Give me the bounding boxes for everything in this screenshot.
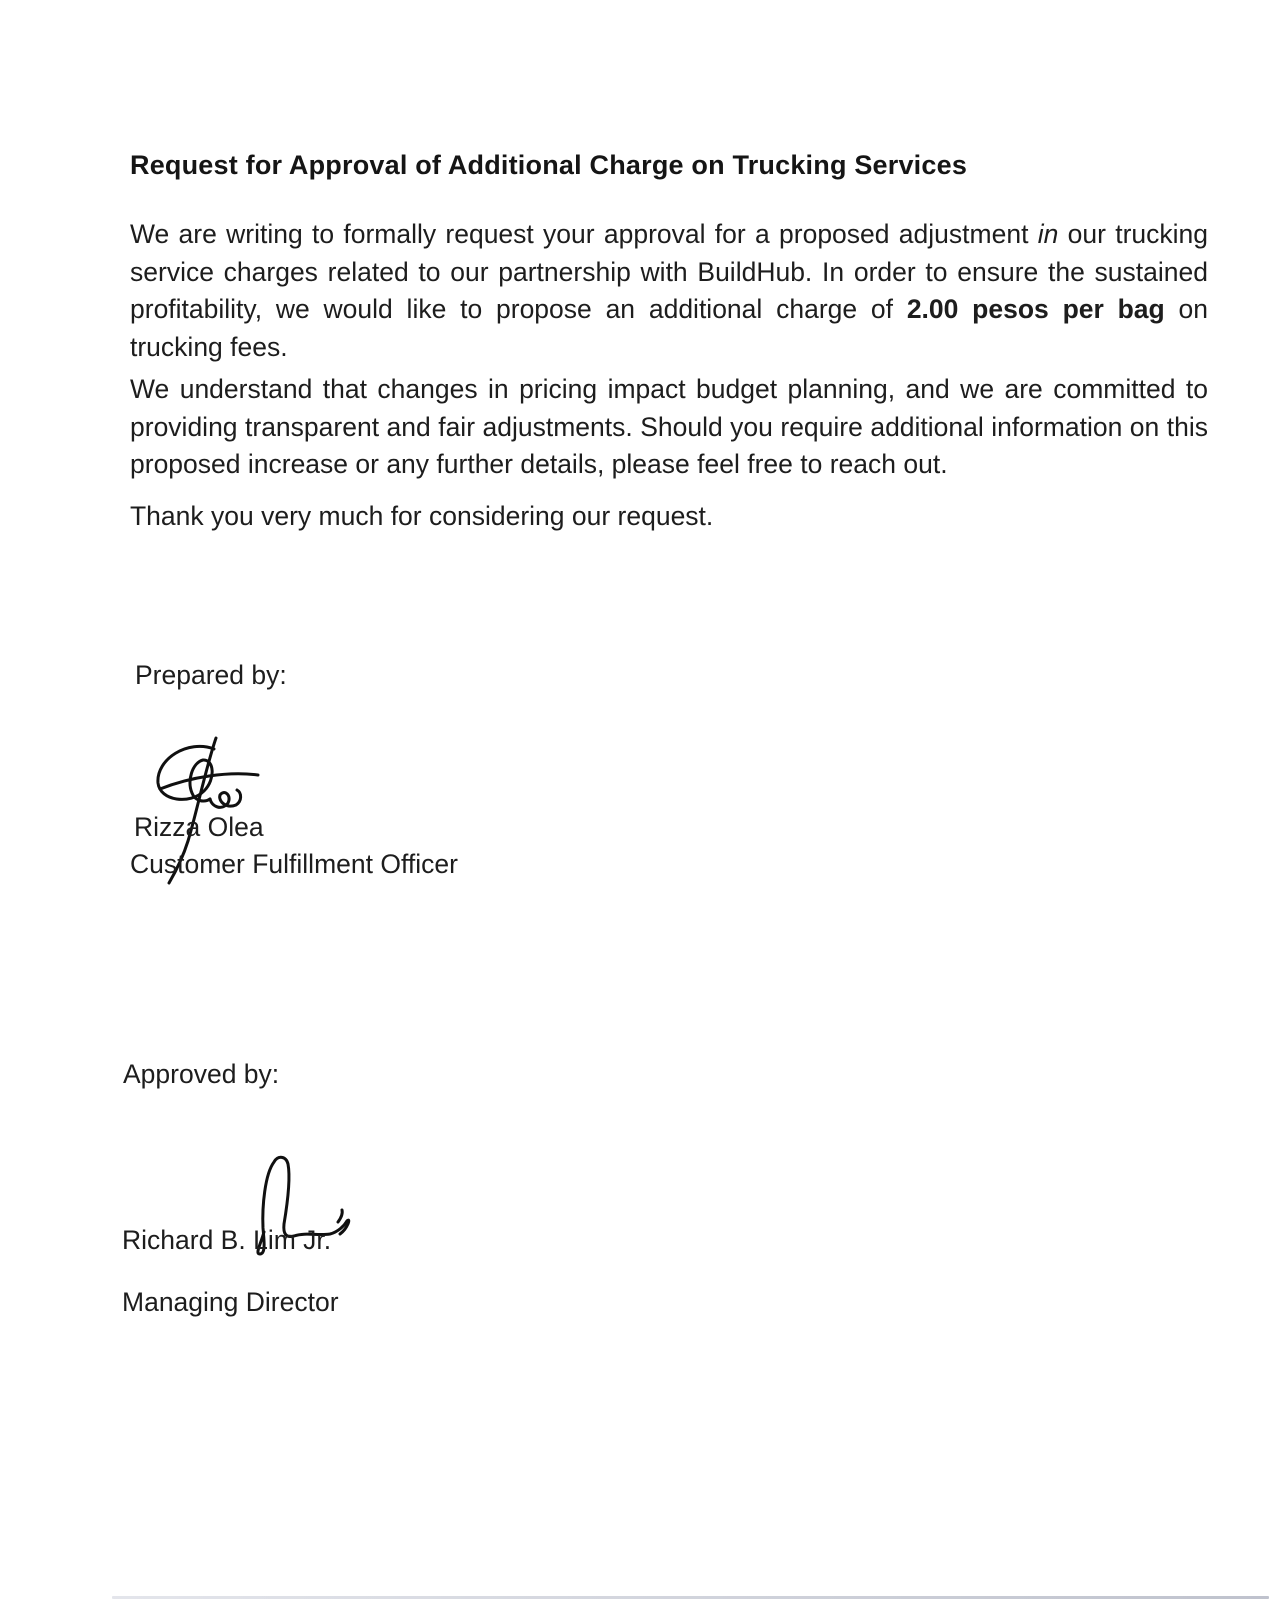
approved-by-label: Approved by:	[123, 1059, 280, 1089]
prepared-by-name: Rizza Olea	[134, 812, 264, 842]
paragraph-request-text: our trucking service charges related to our partnership with BuildHub. In order to ensure the sustained profitability, we would like to propose an additional charge of	[130, 219, 1209, 324]
approved-by-role: Managing Director	[122, 1287, 339, 1317]
scan-edge-artifact	[112, 1596, 1269, 1599]
paragraph-commitment: We understand that changes in pricing impact budget planning, and we are committed to providing transparent and fair adjustments. Should you require additional information on this proposed increase or any further details, please feel free to reach out.	[130, 374, 1208, 479]
prepared-by-role: Customer Fulfillment Officer	[130, 849, 458, 879]
paragraph-request-bold-charge: 2.00 pesos per bag	[906, 294, 1165, 324]
paragraph-request-text: We are writing to formally request your approval for a proposed adjustment	[130, 219, 1038, 249]
closing-line: Thank you very much for considering our request.	[130, 501, 714, 531]
document-title: Request for Approval of Additional Charge on Trucking Services	[130, 150, 968, 180]
approved-by-name: Richard B. Lim Jr.	[122, 1225, 332, 1255]
paragraph-request	[130, 216, 1208, 366]
prepared-by-label: Prepared by:	[135, 660, 287, 690]
paragraph-request-text: on trucking fees.	[130, 294, 1208, 362]
paragraph-request-italic: in	[1037, 219, 1059, 249]
